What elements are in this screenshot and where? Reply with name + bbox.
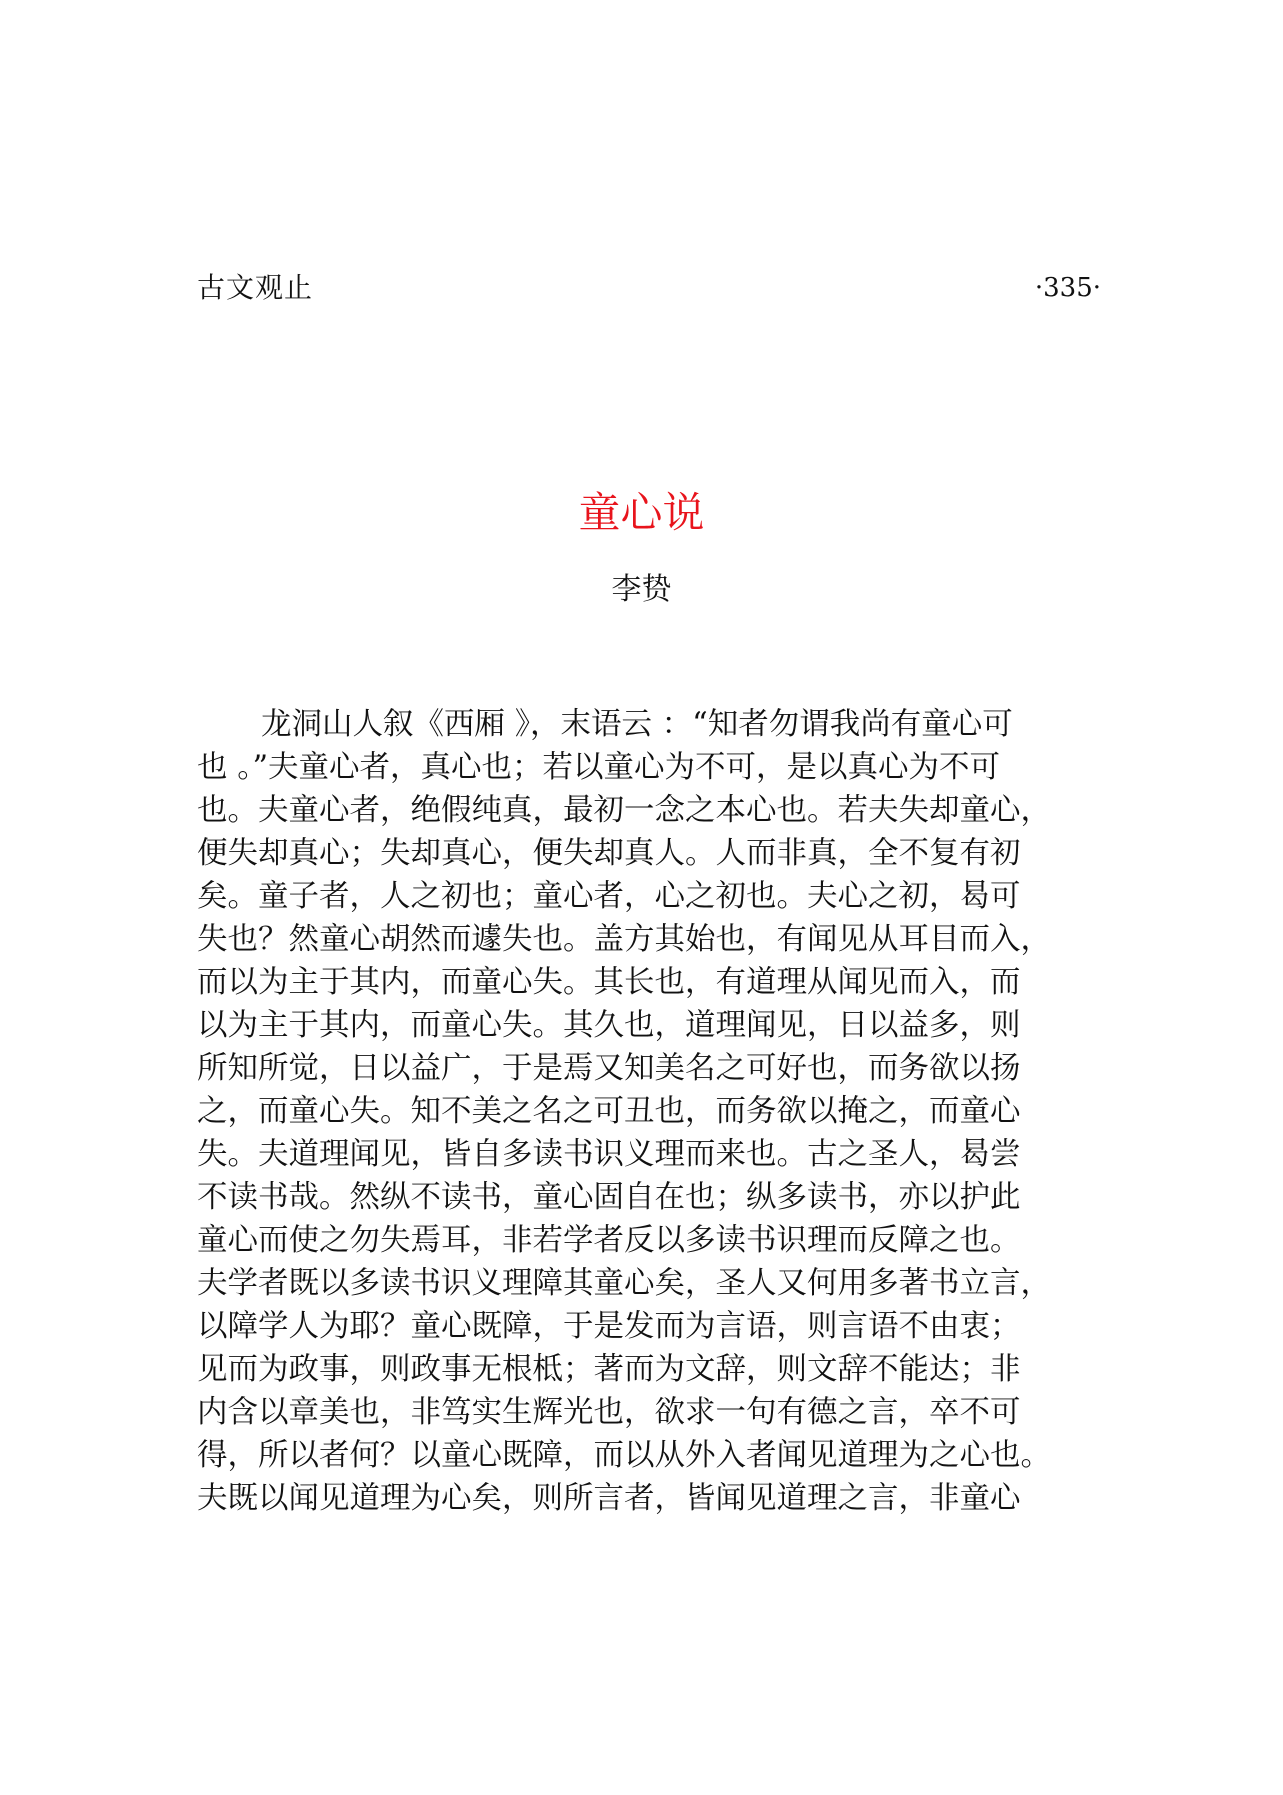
page-number: ·335· <box>1034 273 1101 303</box>
text-line: 龙洞山人叙《西厢 》，末语云 ：“知者勿谓我尚有童心可 <box>261 707 1013 742</box>
text-line: 见而为政事，则政事无根柢；著而为文辞，则文辞不能达；非 <box>197 1352 1021 1387</box>
text-line: 失也？然童心胡然而遽失也。盖方其始也，有闻见从耳目而入， <box>197 922 1051 957</box>
text-line: 夫既以闻见道理为心矣，则所言者，皆闻见道理之言，非童心 <box>197 1481 1021 1516</box>
text-line: 失。夫道理闻见，皆自多读书识义理而来也。古之圣人，曷尝 <box>197 1137 1021 1172</box>
text-line: 夫学者既以多读书识义理障其童心矣，圣人又何用多著书立言， <box>197 1266 1051 1301</box>
text-line: 便失却真心；失却真心，便失却真人。人而非真，全不复有初 <box>197 836 1021 871</box>
author-name: 李贽 <box>611 572 672 607</box>
text-line: 也 。”夫童心者，真心也；若以童心为不可，是以真心为不可 <box>197 750 1001 785</box>
text-line: 不读书哉。然纵不读书，童心固自在也；纵多读书，亦以护此 <box>197 1180 1021 1215</box>
text-line: 得，所以者何？以童心既障，而以从外入者闻见道理为之心也。 <box>197 1438 1051 1473</box>
text-line: 童心而使之勿失焉耳，非若学者反以多读书识理而反障之也。 <box>197 1223 1021 1258</box>
running-head <box>197 268 1101 308</box>
text-line: 内含以章美也，非笃实生辉光也，欲求一句有德之言，卒不可 <box>197 1395 1021 1430</box>
body-text <box>197 703 1107 1520</box>
text-line: 而以为主于其内，而童心失。其长也，有道理从闻见而入，而 <box>197 965 1021 1000</box>
text-line: 矣。童子者，人之初也；童心者，心之初也。夫心之初，曷可 <box>197 879 1021 914</box>
text-line: 之，而童心失。知不美之名之可丑也，而务欲以掩之，而童心 <box>197 1094 1021 1129</box>
text-line: 以障学人为耶？童心既障，于是发而为言语，则言语不由衷； <box>197 1309 1021 1344</box>
book-title: 古文观止 <box>197 271 314 304</box>
text-line: 也。夫童心者，绝假纯真，最初一念之本心也。若夫失却童心， <box>197 793 1051 828</box>
text-line: 所知所觉，日以益广，于是焉又知美名之可好也，而务欲以扬 <box>197 1051 1021 1086</box>
article-title: 童心说 <box>578 488 705 538</box>
text-line: 以为主于其内，而童心失。其久也，道理闻见，日以益多，则 <box>197 1008 1021 1043</box>
